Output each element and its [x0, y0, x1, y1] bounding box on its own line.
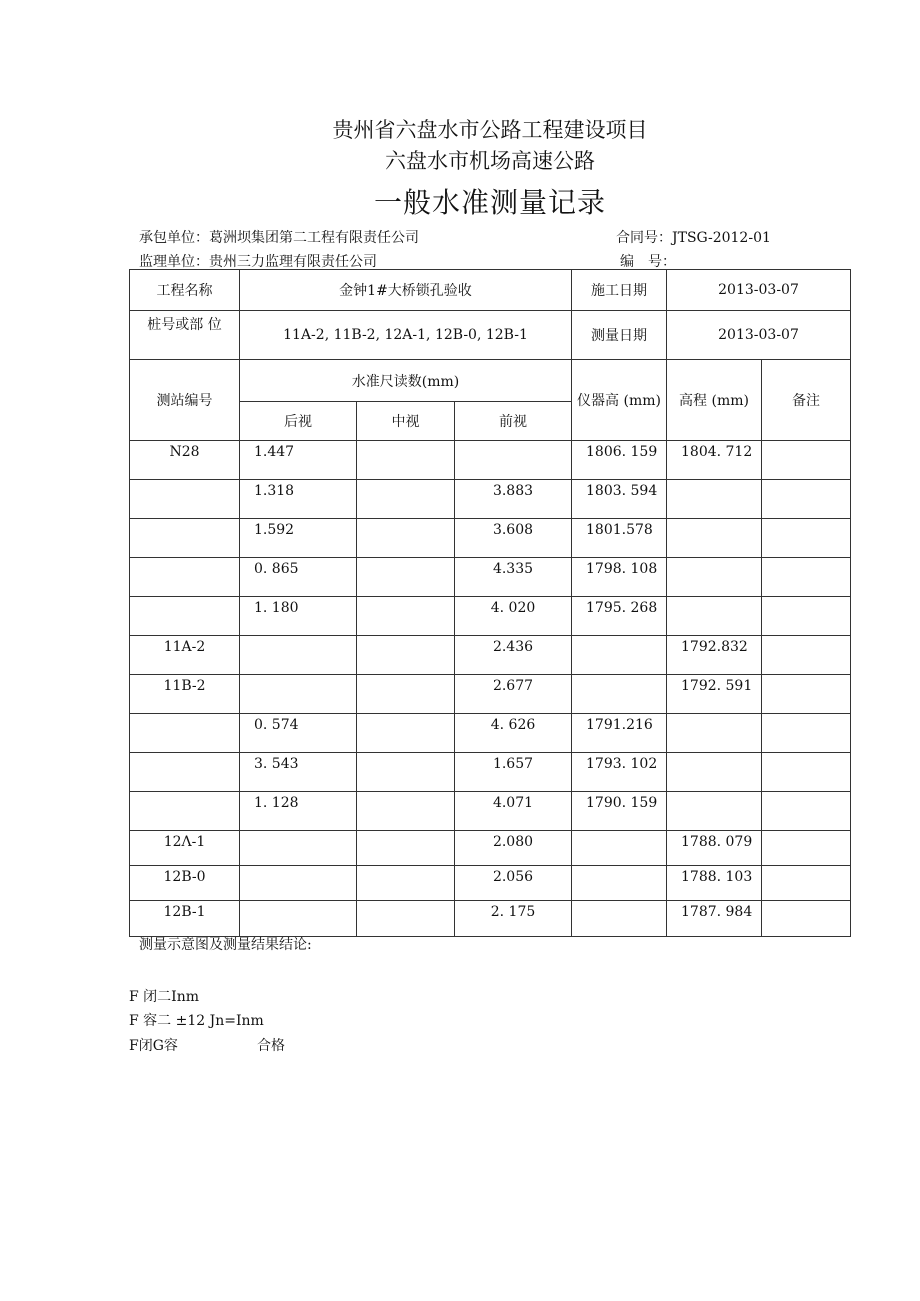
backsight-cell: 1.447 [240, 441, 357, 480]
project-row [130, 270, 851, 311]
instrument-height-cell [572, 866, 667, 901]
remark-cell [762, 792, 851, 831]
result-verdict: 合格 [257, 1038, 285, 1054]
project-name: 金钟1#大桥锁孔验收 [240, 270, 572, 311]
elevation-cell: 1787. 984 [667, 901, 762, 937]
midsight-header: 中视 [357, 402, 455, 441]
instrument-height-cell: 1801.578 [572, 519, 667, 558]
foresight-cell: 2. 175 [455, 901, 572, 937]
station-cell: 11B-2 [130, 675, 240, 714]
station-part-row [130, 311, 851, 360]
midsight-cell [357, 597, 455, 636]
foresight-cell: 2.677 [455, 675, 572, 714]
backsight-cell [240, 901, 357, 937]
table-row [130, 792, 851, 831]
remark-cell [762, 831, 851, 866]
elevation-header: 高程 (mm) [667, 360, 762, 441]
midsight-cell [357, 441, 455, 480]
instrument-height-cell [572, 831, 667, 866]
supervisor-info: 监理单位：贵州三力监理有限责任公司 [139, 254, 377, 270]
construction-date: 2013-03-07 [667, 270, 851, 311]
midsight-cell [357, 558, 455, 597]
table-row [130, 441, 851, 480]
contractor-info: 承包单位：葛洲坝集团第二工程有限责任公司 [139, 230, 419, 246]
remark-cell [762, 866, 851, 901]
backsight-cell [240, 866, 357, 901]
backsight-cell [240, 675, 357, 714]
instrument-height-header: 仪器高 (mm) [572, 360, 667, 441]
backsight-cell: 3. 543 [240, 753, 357, 792]
allowed-error: F 容二 ±12 Jn=Inm [129, 1013, 264, 1029]
table-row [130, 831, 851, 866]
staff-reading-header: 水准尺读数(mm) [240, 360, 572, 402]
closure-error: F 闭二Inm [129, 989, 199, 1005]
backsight-cell: 1. 128 [240, 792, 357, 831]
foresight-cell: 4.071 [455, 792, 572, 831]
midsight-cell [357, 831, 455, 866]
elevation-cell [667, 597, 762, 636]
table-row [130, 519, 851, 558]
instrument-height-cell: 1803. 594 [572, 480, 667, 519]
station-cell [130, 519, 240, 558]
backsight-cell: 0. 865 [240, 558, 357, 597]
midsight-cell [357, 480, 455, 519]
remark-cell [762, 753, 851, 792]
midsight-cell [357, 753, 455, 792]
table-row [130, 901, 851, 937]
instrument-height-cell [572, 675, 667, 714]
table-row [130, 480, 851, 519]
elevation-cell [667, 792, 762, 831]
table-row [130, 866, 851, 901]
backsight-header: 后视 [240, 402, 357, 441]
table-row [130, 636, 851, 675]
midsight-cell [357, 675, 455, 714]
instrument-height-cell: 1798. 108 [572, 558, 667, 597]
remark-cell [762, 441, 851, 480]
backsight-cell: 1.592 [240, 519, 357, 558]
midsight-cell [357, 901, 455, 937]
station-cell [130, 597, 240, 636]
remark-cell [762, 901, 851, 937]
title-line-2: 六盘水市机场高速公路 [385, 149, 595, 173]
station-cell: 12Λ-1 [130, 831, 240, 866]
table-row [130, 714, 851, 753]
header-row-1 [130, 360, 851, 402]
foresight-cell: 3.883 [455, 480, 572, 519]
elevation-cell [667, 480, 762, 519]
foresight-cell: 4.335 [455, 558, 572, 597]
station-number-header: 测站编号 [130, 360, 240, 441]
measure-date: 2013-03-07 [667, 311, 851, 360]
foresight-cell: 1.657 [455, 753, 572, 792]
elevation-cell: 1788. 103 [667, 866, 762, 901]
remark-cell [762, 480, 851, 519]
station-cell [130, 558, 240, 597]
remark-cell [762, 597, 851, 636]
midsight-cell [357, 519, 455, 558]
elevation-cell: 1788. 079 [667, 831, 762, 866]
station-part: 11A-2, 11B-2, 12A-1, 12B-0, 12B-1 [240, 311, 572, 360]
instrument-height-cell: 1791.216 [572, 714, 667, 753]
foresight-header: 前视 [455, 402, 572, 441]
table-row [130, 675, 851, 714]
instrument-height-cell: 1795. 268 [572, 597, 667, 636]
station-cell [130, 480, 240, 519]
station-cell [130, 753, 240, 792]
remark-header: 备注 [762, 360, 851, 441]
instrument-height-cell [572, 901, 667, 937]
leveling-record-table [129, 269, 851, 937]
instrument-height-cell: 1806. 159 [572, 441, 667, 480]
station-cell: N28 [130, 441, 240, 480]
backsight-cell: 1.318 [240, 480, 357, 519]
serial-number: 编 号： [620, 254, 676, 270]
table-row [130, 753, 851, 792]
backsight-cell: 1. 180 [240, 597, 357, 636]
contract-number: 合同号：JTSG-2012-01 [616, 230, 771, 246]
remark-cell [762, 636, 851, 675]
station-cell: 11A-2 [130, 636, 240, 675]
foresight-cell: 4. 020 [455, 597, 572, 636]
station-cell [130, 714, 240, 753]
foresight-cell: 2.080 [455, 831, 572, 866]
instrument-height-cell: 1790. 159 [572, 792, 667, 831]
construction-date-label: 施工日期 [572, 270, 667, 311]
elevation-cell [667, 714, 762, 753]
elevation-cell: 1792.832 [667, 636, 762, 675]
error-comparison: F闭G容 [129, 1038, 178, 1054]
remark-cell [762, 519, 851, 558]
station-cell: 12B-0 [130, 866, 240, 901]
elevation-cell [667, 753, 762, 792]
midsight-cell [357, 636, 455, 675]
conclusion-label: 测量示意图及测量结果结论: [139, 937, 312, 953]
midsight-cell [357, 714, 455, 753]
station-cell [130, 792, 240, 831]
backsight-cell: 0. 574 [240, 714, 357, 753]
instrument-height-cell [572, 636, 667, 675]
foresight-cell: 2.056 [455, 866, 572, 901]
table-row [130, 558, 851, 597]
elevation-cell [667, 558, 762, 597]
station-part-label: 桩号或部 位 [130, 311, 240, 360]
elevation-cell: 1804. 712 [667, 441, 762, 480]
foresight-cell: 3.608 [455, 519, 572, 558]
foresight-cell [455, 441, 572, 480]
midsight-cell [357, 792, 455, 831]
remark-cell [762, 714, 851, 753]
measure-date-label: 测量日期 [572, 311, 667, 360]
remark-cell [762, 558, 851, 597]
table-row [130, 597, 851, 636]
project-name-label: 工程名称 [130, 270, 240, 311]
station-cell: 12B-1 [130, 901, 240, 937]
midsight-cell [357, 866, 455, 901]
title-line-1: 贵州省六盘水市公路工程建设项目 [332, 118, 648, 142]
remark-cell [762, 675, 851, 714]
elevation-cell [667, 519, 762, 558]
backsight-cell [240, 636, 357, 675]
elevation-cell: 1792. 591 [667, 675, 762, 714]
foresight-cell: 4. 626 [455, 714, 572, 753]
backsight-cell [240, 831, 357, 866]
document-title: 一般水准测量记录 [373, 186, 606, 219]
instrument-height-cell: 1793. 102 [572, 753, 667, 792]
foresight-cell: 2.436 [455, 636, 572, 675]
